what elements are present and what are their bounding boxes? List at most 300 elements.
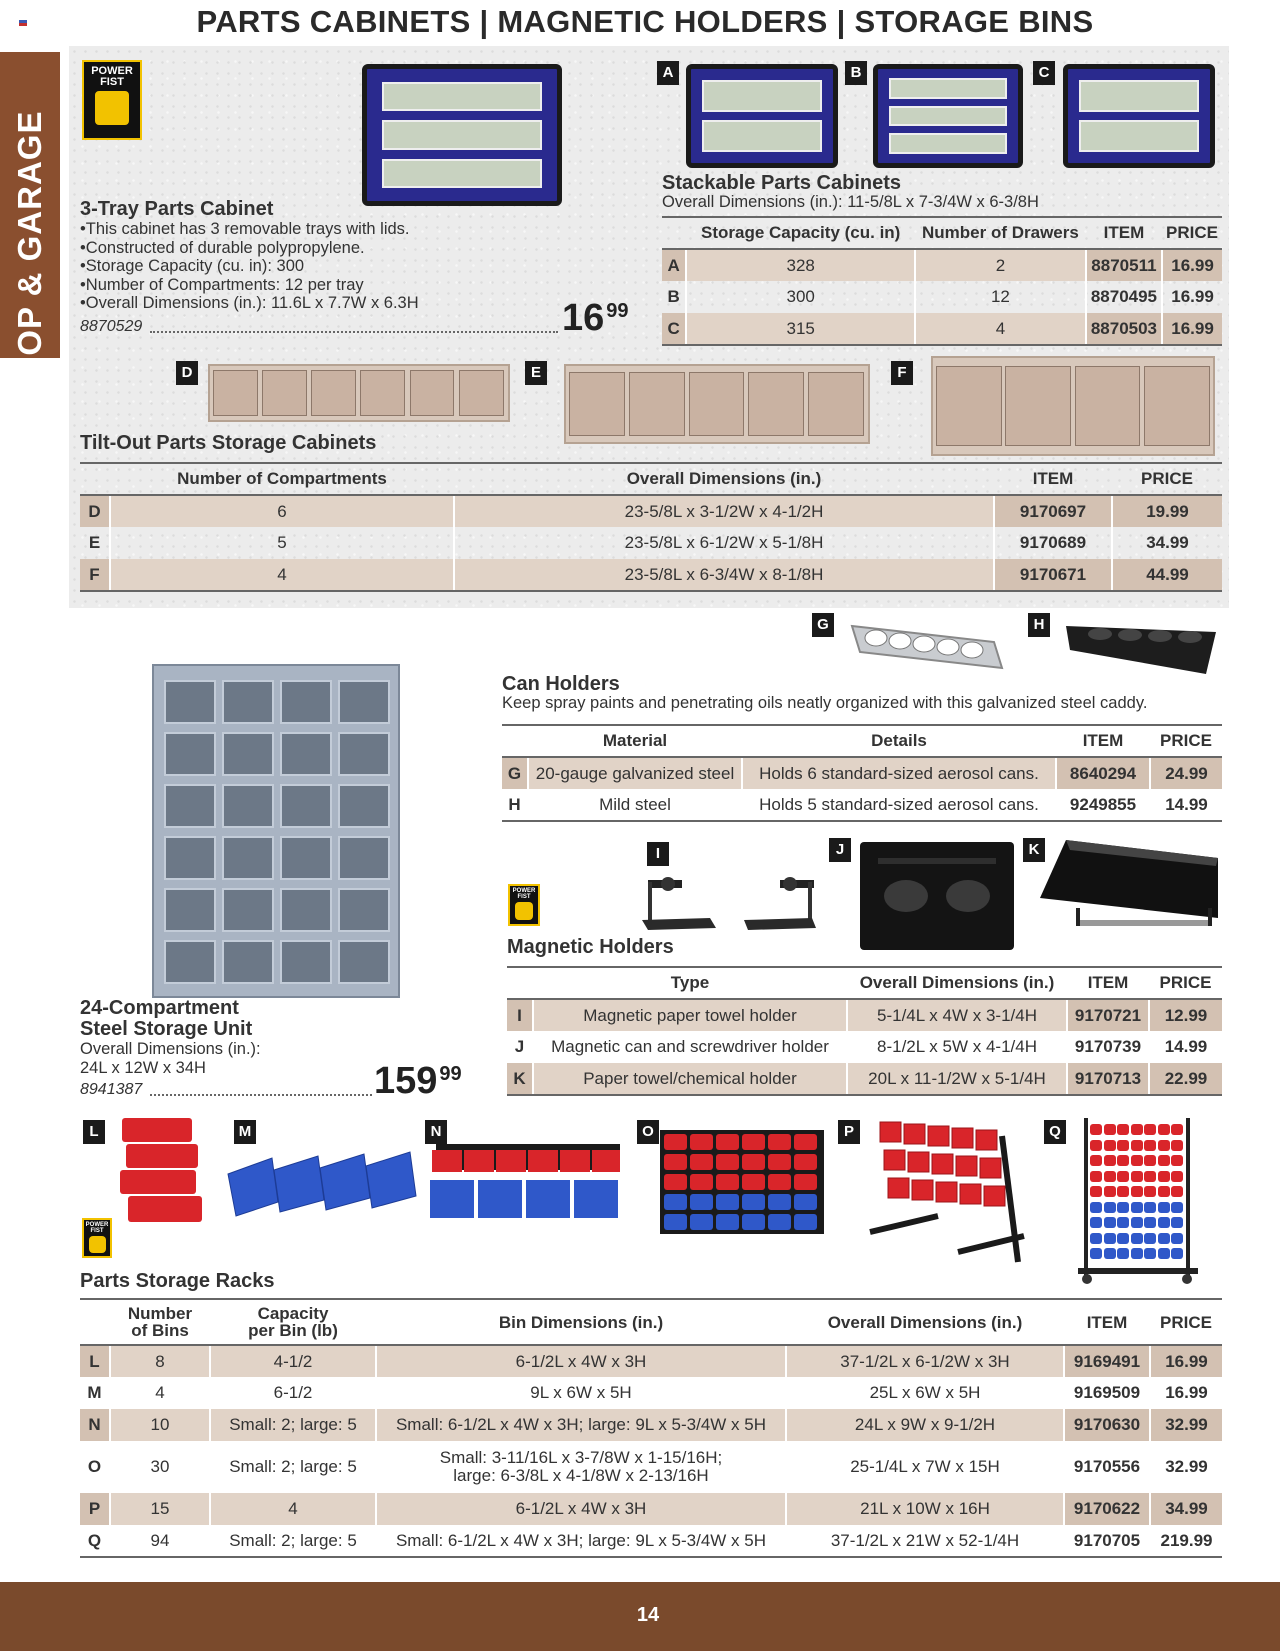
bin <box>1158 1186 1170 1197</box>
label-h: H <box>1028 613 1050 637</box>
bin <box>716 1214 739 1230</box>
cubby <box>222 940 274 984</box>
bin <box>122 1118 192 1142</box>
can-hole <box>961 642 983 658</box>
towel-rod <box>1076 920 1212 926</box>
bin-dimensions-cell: Small: 6-1/2L x 4W x 3H; large: 9L x 5-3/4W x 5H <box>376 1409 786 1441</box>
item-cell: 8640294 <box>1056 757 1150 789</box>
drawers-cell: 12 <box>915 281 1086 313</box>
item-cell: 9170705 <box>1064 1525 1150 1557</box>
rack-m-image <box>226 1150 418 1222</box>
row-letter: N <box>80 1409 110 1441</box>
bin <box>794 1154 817 1170</box>
col-overall-dimensions: Overall Dimensions (in.) <box>786 1299 1064 1345</box>
rack-base <box>1078 1268 1198 1274</box>
compartments-cell: 4 <box>110 559 454 591</box>
rack-l-image <box>116 1118 208 1228</box>
can-slot <box>884 880 928 912</box>
label-o: O <box>637 1120 659 1144</box>
caster-wheel <box>1182 1274 1192 1284</box>
price-dollars: 16 <box>562 297 605 339</box>
row-letter: P <box>80 1493 110 1525</box>
dimensions-cell: 23-5/8L x 6-1/2W x 5-1/8H <box>454 527 994 559</box>
item-cell: 8870495 <box>1086 281 1162 313</box>
drawer <box>702 80 821 112</box>
col-price: PRICE <box>1162 217 1222 249</box>
table-row <box>662 249 1222 281</box>
tray <box>382 120 542 149</box>
logo-text: POWER FIST <box>85 1222 109 1234</box>
bin <box>980 1158 1001 1178</box>
header-line: Number <box>127 1304 193 1323</box>
bar-knob <box>783 877 797 891</box>
dimensions-cell: 23-5/8L x 6-3/4W x 8-1/8H <box>454 559 994 591</box>
col-capacity <box>210 1299 376 1345</box>
bin <box>664 1214 687 1230</box>
bin <box>884 1150 905 1170</box>
table-row <box>80 1525 1222 1557</box>
bin <box>768 1194 791 1210</box>
bin <box>928 1126 949 1146</box>
bin <box>936 1182 957 1202</box>
fist-icon <box>89 1236 106 1253</box>
col-item: ITEM <box>994 463 1112 495</box>
material-cell: Mild steel <box>528 789 742 821</box>
bin <box>430 1180 474 1218</box>
table-row <box>80 1377 1222 1409</box>
bin <box>904 1124 925 1144</box>
bin <box>952 1128 973 1148</box>
item-cell: 8870503 <box>1086 313 1162 345</box>
col-dimensions: Overall Dimensions (in.) <box>847 967 1067 999</box>
bin <box>768 1134 791 1150</box>
bin <box>1104 1202 1116 1213</box>
bin <box>664 1154 687 1170</box>
dims-line: 24L x 12W x 34H <box>80 1058 206 1077</box>
compartment <box>1005 366 1071 447</box>
capacity-cell: Small: 2; large: 5 <box>210 1525 376 1557</box>
bin <box>1104 1217 1116 1228</box>
row-letter: E <box>80 527 110 559</box>
col-drawers: Number of Drawers <box>915 217 1086 249</box>
bin <box>1144 1233 1156 1244</box>
bin <box>888 1178 909 1198</box>
compartment <box>936 366 1002 447</box>
bin <box>1090 1171 1102 1182</box>
bin <box>432 1150 462 1172</box>
cubby <box>338 888 390 932</box>
label-p: P <box>838 1120 860 1144</box>
can-holders-description: Keep spray paints and penetrating oils neatly organized with this galvanized steel caddy. <box>502 694 1148 712</box>
row-letter: L <box>80 1345 110 1377</box>
can-hole <box>1148 630 1172 642</box>
rack-post <box>1084 1118 1088 1278</box>
tray <box>382 159 542 188</box>
item-cell: 9170739 <box>1067 1031 1149 1063</box>
bin <box>1104 1248 1116 1259</box>
steel-storage-unit-image <box>152 664 400 998</box>
price-leader <box>150 331 558 333</box>
can-slot <box>946 880 990 912</box>
bin <box>1104 1155 1116 1166</box>
bin <box>1131 1124 1143 1135</box>
bin <box>794 1214 817 1230</box>
bin <box>742 1134 765 1150</box>
title-line: Steel Storage Unit <box>80 1018 253 1040</box>
bin <box>496 1150 526 1172</box>
item-cell: 9170713 <box>1067 1063 1149 1095</box>
price-cell: 219.99 <box>1150 1525 1222 1557</box>
feature-bullet: •Number of Compartments: 12 per tray <box>80 275 364 294</box>
bin <box>1090 1186 1102 1197</box>
cubby <box>164 940 216 984</box>
steel-unit-title <box>80 998 252 1040</box>
bin <box>592 1150 620 1172</box>
price-cents: 99 <box>606 300 629 322</box>
dimensions-cell: 20L x 11-1/2W x 5-1/4H <box>847 1063 1067 1095</box>
item-cell: 9170671 <box>994 559 1112 591</box>
bins-cell: 10 <box>110 1409 210 1441</box>
bin <box>1158 1140 1170 1151</box>
stackable-cabinet-c-image <box>1063 64 1215 168</box>
bin <box>690 1154 713 1170</box>
item-cell: 9170689 <box>994 527 1112 559</box>
bin <box>716 1154 739 1170</box>
label-b: B <box>845 61 867 85</box>
label-g: G <box>812 613 834 637</box>
bin <box>1131 1155 1143 1166</box>
col-item: ITEM <box>1056 725 1150 757</box>
bin <box>1117 1233 1129 1244</box>
page-title: PARTS CABINETS | MAGNETIC HOLDERS | STORAGE BINS <box>196 4 1094 39</box>
bins-cell: 4 <box>110 1377 210 1409</box>
cubby <box>222 732 274 776</box>
feature-bullet: •Storage Capacity (cu. in): 300 <box>80 257 305 276</box>
bin <box>1117 1186 1129 1197</box>
bin <box>1144 1140 1156 1151</box>
price-cell: 32.99 <box>1165 1457 1208 1476</box>
bin <box>228 1158 278 1216</box>
bin <box>742 1174 765 1190</box>
compartment <box>311 370 356 415</box>
capacity-cell: Small: 2; large: 5 <box>210 1409 376 1441</box>
details-cell: Holds 5 standard-sized aerosol cans. <box>742 789 1056 821</box>
price-cell: 16.99 <box>1162 249 1222 281</box>
cubby <box>164 836 216 880</box>
bin <box>690 1194 713 1210</box>
col-item: ITEM <box>1067 967 1149 999</box>
racks-table <box>80 1298 1222 1558</box>
cubby <box>164 784 216 828</box>
overall-dimensions-cell: 25L x 6W x 5H <box>786 1377 1064 1409</box>
bins-cell: 8 <box>110 1345 210 1377</box>
item-cell: 9169509 <box>1064 1377 1150 1409</box>
bin <box>794 1194 817 1210</box>
rod-bracket <box>1076 908 1080 926</box>
bin <box>664 1174 687 1190</box>
price-cell: 34.99 <box>1146 533 1189 552</box>
bin <box>1090 1140 1102 1151</box>
bin <box>560 1150 590 1172</box>
table-row <box>80 527 1222 559</box>
bin <box>1090 1248 1102 1259</box>
bin <box>768 1154 791 1170</box>
item-cell: 9170630 <box>1064 1409 1150 1441</box>
label-a: A <box>657 61 679 85</box>
table-row <box>507 999 1222 1031</box>
header-line: of Bins <box>131 1321 189 1340</box>
cubby <box>338 732 390 776</box>
drawer <box>1079 80 1198 112</box>
power-fist-logo <box>82 60 142 140</box>
bin <box>1144 1202 1156 1213</box>
compartment <box>459 370 504 415</box>
item-cell: 9170622 <box>1064 1493 1150 1525</box>
bin <box>1158 1124 1170 1135</box>
header-line: Capacity <box>257 1304 329 1323</box>
drawer <box>889 133 1007 154</box>
drawer <box>702 120 821 152</box>
bin <box>1090 1155 1102 1166</box>
bin <box>1104 1171 1116 1182</box>
bin <box>1144 1155 1156 1166</box>
bin <box>1171 1171 1183 1182</box>
fist-icon <box>515 902 533 920</box>
overall-dimensions-cell: 37-1/2L x 6-1/2W x 3H <box>786 1345 1064 1377</box>
overall-dimensions-cell: 37-1/2L x 21W x 52-1/4H <box>786 1525 1064 1557</box>
steel-unit-price <box>374 1062 462 1100</box>
label-f: F <box>891 361 913 385</box>
bracket <box>808 882 812 920</box>
cubby <box>338 940 390 984</box>
row-letter: J <box>507 1031 533 1063</box>
overall-dimensions-cell: 24L x 9W x 9-1/2H <box>786 1409 1064 1441</box>
bin <box>1104 1140 1116 1151</box>
section-tab-label: SHOP & GARAGE <box>11 110 48 404</box>
row-letter: Q <box>80 1525 110 1557</box>
magnet-base <box>642 918 716 930</box>
overall-dimensions-cell: 21L x 10W x 16H <box>786 1493 1064 1525</box>
col-letter <box>80 463 110 495</box>
cubby <box>280 888 332 932</box>
table-row <box>507 1031 1222 1063</box>
bin-dimensions-cell: 6-1/2L x 4W x 3H <box>376 1493 786 1525</box>
cubby <box>164 888 216 932</box>
drawer <box>1079 120 1198 152</box>
compartment <box>213 370 258 415</box>
feature-bullet: •Constructed of durable polypropylene. <box>80 238 365 257</box>
row-letter: K <box>507 1063 533 1095</box>
price-cell: 44.99 <box>1112 559 1222 591</box>
rack-p-bins <box>880 1122 1005 1206</box>
tray <box>382 82 542 111</box>
bin <box>1171 1124 1183 1135</box>
cubby <box>280 784 332 828</box>
price-cell: 24.99 <box>1150 757 1222 789</box>
bin <box>1131 1202 1143 1213</box>
row-letter: H <box>502 789 528 821</box>
bin-dimensions-cell: 6-1/2L x 4W x 3H <box>376 1345 786 1377</box>
label-j: J <box>829 838 851 862</box>
table-row <box>502 789 1222 821</box>
magnet-base <box>744 918 816 930</box>
bin <box>1144 1124 1156 1135</box>
col-type: Type <box>533 967 847 999</box>
tilt-out-table <box>80 462 1222 592</box>
price-cell: 16.99 <box>1171 287 1214 306</box>
col-item: ITEM <box>1086 217 1162 249</box>
bin <box>1158 1202 1170 1213</box>
row-letter: O <box>80 1441 110 1493</box>
bin <box>1144 1248 1156 1259</box>
steel-unit-item-number: 8941387 <box>80 1081 143 1098</box>
dims-line: Small: 3-11/16L x 3-7/8W x 1-15/16H; <box>439 1448 723 1467</box>
power-fist-logo-small <box>508 884 540 926</box>
bin <box>1171 1202 1183 1213</box>
bin <box>1171 1248 1183 1259</box>
bin <box>742 1154 765 1170</box>
col-letter <box>502 725 528 757</box>
bin <box>120 1170 196 1194</box>
bin <box>478 1180 522 1218</box>
bracket <box>648 882 652 920</box>
price-cell: 32.99 <box>1150 1409 1222 1441</box>
bin <box>1117 1202 1129 1213</box>
capacity-cell: 4-1/2 <box>210 1345 376 1377</box>
col-bin-dimensions: Bin Dimensions (in.) <box>376 1299 786 1345</box>
rod-bracket <box>1208 908 1212 926</box>
drawers-cell: 4 <box>915 313 1086 345</box>
bin <box>1104 1186 1116 1197</box>
bin <box>1104 1124 1116 1135</box>
details-cell: Holds 6 standard-sized aerosol cans. <box>742 757 1056 789</box>
bin <box>128 1196 202 1222</box>
label-n: N <box>425 1120 447 1144</box>
cubby <box>164 732 216 776</box>
can-hole <box>1118 629 1142 641</box>
compartment <box>360 370 405 415</box>
feature-bullet: •This cabinet has 3 removable trays with lids. <box>80 220 410 238</box>
table-row <box>662 281 1222 313</box>
bin <box>960 1184 981 1204</box>
price-cell: 22.99 <box>1149 1063 1222 1095</box>
table-row <box>662 313 1222 345</box>
capacity-cell: 328 <box>686 249 915 281</box>
page-number: 14 <box>636 1604 660 1626</box>
cubby <box>338 680 390 724</box>
bin <box>1171 1140 1183 1151</box>
bin-dimensions-cell: 9L x 6W x 5H <box>376 1377 786 1409</box>
row-letter: G <box>502 757 528 789</box>
bin <box>1144 1186 1156 1197</box>
magnetic-holder-j-image <box>858 840 1018 954</box>
screwdriver-rail <box>878 858 996 864</box>
can-holders-table <box>502 724 1222 822</box>
label-m: M <box>234 1120 256 1144</box>
caster-wheel <box>1082 1274 1092 1284</box>
bin <box>574 1180 618 1218</box>
power-fist-logo-racks <box>82 1218 112 1258</box>
logo-text: POWER FIST <box>512 888 536 900</box>
bins-cell: 15 <box>110 1493 210 1525</box>
label-e: E <box>525 361 547 385</box>
header-line: per Bin (lb) <box>248 1321 338 1340</box>
col-letter <box>507 967 533 999</box>
table-row <box>80 495 1222 527</box>
price-cell: 16.99 <box>1165 1383 1208 1402</box>
bin <box>1104 1233 1116 1244</box>
bin <box>1158 1248 1170 1259</box>
bin <box>880 1122 901 1142</box>
bin <box>690 1174 713 1190</box>
bin <box>794 1174 817 1190</box>
row-letter: D <box>80 495 110 527</box>
bin <box>1131 1248 1143 1259</box>
dims-line: large: 6-3/8L x 4-1/8W x 2-13/16H <box>453 1466 709 1485</box>
section-tab[interactable] <box>0 52 60 404</box>
bin <box>464 1150 494 1172</box>
item-cell: 8870511 <box>1086 249 1162 281</box>
label-c: C <box>1033 61 1055 85</box>
table-row <box>507 1063 1222 1095</box>
col-price: PRICE <box>1150 1299 1222 1345</box>
bin <box>1131 1217 1143 1228</box>
col-price: PRICE <box>1150 725 1222 757</box>
row-letter: C <box>662 313 686 345</box>
label-d: D <box>176 361 198 385</box>
can-holder-h-image <box>1060 610 1224 680</box>
row-letter: I <box>507 999 533 1031</box>
col-details: Details <box>742 725 1056 757</box>
three-tray-price <box>562 299 629 337</box>
bin <box>690 1134 713 1150</box>
row-letter: A <box>662 249 686 281</box>
dimensions-cell: 23-5/8L x 3-1/2W x 4-1/2H <box>454 495 994 527</box>
table-row <box>80 1345 1222 1377</box>
type-cell: Paper towel/chemical holder <box>533 1063 847 1095</box>
label-k: K <box>1023 838 1045 862</box>
bin <box>932 1154 953 1174</box>
can-holder-g-image <box>844 612 1008 680</box>
magnetic-table <box>507 966 1222 1096</box>
bin <box>1144 1171 1156 1182</box>
label-l: L <box>83 1120 105 1144</box>
rack-p-image <box>868 1116 1028 1268</box>
label-i: I <box>647 842 669 866</box>
compartment <box>262 370 307 415</box>
bin <box>742 1214 765 1230</box>
bin <box>908 1152 929 1172</box>
bin <box>664 1134 687 1150</box>
cubby <box>222 836 274 880</box>
stackable-table <box>662 216 1222 346</box>
stackable-dimensions: Overall Dimensions (in.): 11-5/8L x 7-3/4W x 6-3/8H <box>662 193 1039 211</box>
can-hole <box>889 633 911 649</box>
table-row <box>502 757 1222 789</box>
bin <box>1117 1155 1129 1166</box>
tilt-out-cabinet-f-image <box>931 356 1215 456</box>
tilt-out-cabinet-d-image <box>208 364 510 422</box>
bin <box>912 1180 933 1200</box>
bin <box>1090 1202 1102 1213</box>
racks-title: Parts Storage Racks <box>80 1270 275 1292</box>
bin <box>320 1154 370 1210</box>
bin <box>1117 1217 1129 1228</box>
magnetic-holder-i-image <box>640 866 820 936</box>
bin <box>690 1214 713 1230</box>
price-cell: 14.99 <box>1150 789 1222 821</box>
cubby <box>280 940 332 984</box>
